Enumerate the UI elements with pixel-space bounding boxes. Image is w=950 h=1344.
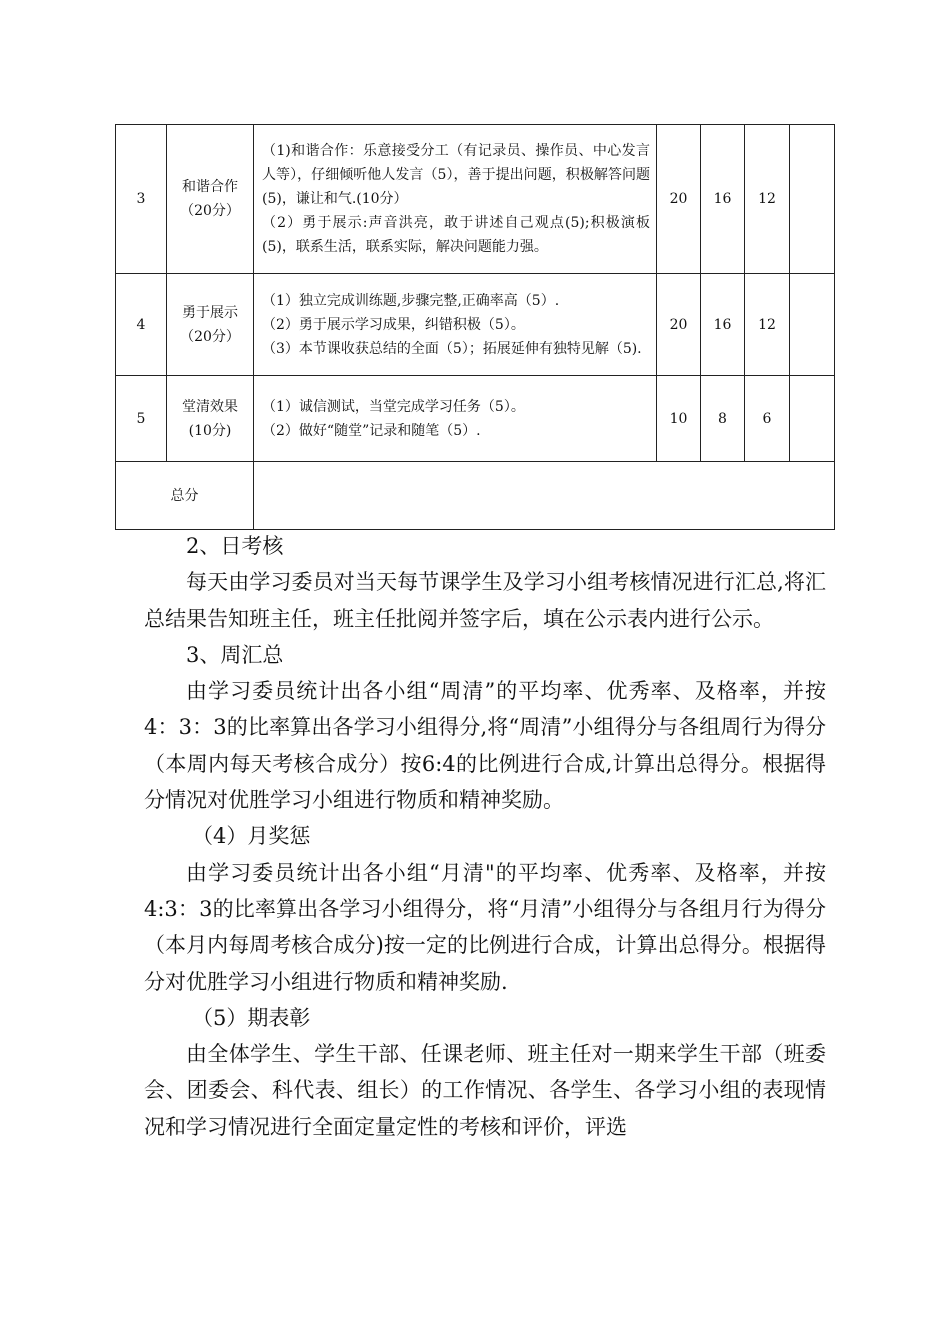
score-good: 16 — [701, 125, 745, 274]
score-excellent: 10 — [657, 376, 701, 462]
item-name: 和谐合作 — [182, 179, 238, 195]
score-excellent: 20 — [657, 125, 701, 274]
criteria-line: （2）勇于展示学习成果，纠错积极（5）。 — [262, 316, 525, 333]
row-number: 4 — [116, 274, 167, 376]
score-pass: 6 — [745, 376, 790, 462]
criteria-line: （1）诚信测试，当堂完成学习任务（5）。 — [262, 398, 525, 415]
score-excellent: 20 — [657, 274, 701, 376]
total-row — [116, 462, 835, 530]
item-points: （20分） — [180, 328, 240, 345]
table-row — [116, 376, 835, 462]
criteria-cell — [254, 376, 657, 462]
total-label: 总分 — [116, 462, 254, 530]
item-points: （20分） — [180, 203, 240, 219]
criteria-line: （1)和谐合作：乐意接受分工（有记录员、操作员、中心发言人等），仔细倾听他人发言（5），善于提出问题，积极解答问题(5)，谦让和气.(10分） — [262, 143, 650, 207]
item-cell — [167, 376, 254, 462]
item-points: (10分) — [188, 422, 232, 439]
score-good: 8 — [701, 376, 745, 462]
row-number: 3 — [116, 125, 167, 274]
criteria-cell — [254, 125, 657, 274]
item-cell — [167, 274, 254, 376]
table-row — [116, 125, 835, 274]
criteria-line: （2）做好“随堂”记录和随笔（5）. — [262, 422, 481, 439]
criteria-line: （2）勇于展示:声音洪亮，敢于讲述自己观点(5);积极演板(5)，联系生活，联系实际，解决问题能力强。 — [262, 215, 650, 255]
score-good: 16 — [701, 274, 745, 376]
section-heading: 2、日考核 — [186, 534, 284, 558]
criteria-line: （1）独立完成训练题,步骤完整,正确率高（5）. — [262, 292, 560, 309]
score-table — [115, 124, 835, 530]
score-actual — [790, 125, 835, 274]
section-heading: （5）期表彰 — [192, 1005, 311, 1030]
row-number: 5 — [116, 376, 167, 462]
item-name: 堂清效果 — [182, 398, 238, 415]
total-value-cell — [254, 462, 835, 530]
score-pass: 12 — [745, 125, 790, 274]
paragraph: 由全体学生、学生干部、任课老师、班主任对一期来学生干部（班委会、团委会、科代表、组长）的工作情况、各学生、各学习小组的表现情况和学习情况进行全面定量定性的考核和评价，评选 — [144, 1042, 826, 1139]
criteria-cell — [254, 274, 657, 376]
section-heading: （4）月奖惩 — [192, 824, 311, 849]
table-row — [116, 274, 835, 376]
item-cell — [167, 125, 254, 274]
body-text — [144, 528, 826, 1145]
criteria-line: （3）本节课收获总结的全面（5）；拓展延伸有独特见解（5). — [262, 340, 642, 357]
paragraph: 每天由学习委员对当天每节课学生及学习小组考核情况进行汇总,将汇总结果告知班主任，班主任批阅并签字后，填在公示表内进行公示。 — [144, 570, 826, 631]
section-heading: 3、周汇总 — [186, 642, 284, 667]
score-actual — [790, 376, 835, 462]
item-name: 勇于展示 — [182, 304, 238, 321]
score-pass: 12 — [745, 274, 790, 376]
paragraph: 由学习委员统计出各小组“周清”的平均率、优秀率、及格率，并按4：3：3的比率算出各学习小组得分,将“周清”小组得分与各组周行为得分（本周内每天考核合成分）按6:4的比例进行合成,计算出总得分。根据得分情况对优胜学习小组进行物质和精神奖励。 — [144, 679, 826, 813]
score-actual — [790, 274, 835, 376]
paragraph: 由学习委员统计出各小组“月清"的平均率、优秀率、及格率，并按4:3：3的比率算出各学习小组得分，将“月清”小组得分与各组月行为得分（本月内每周考核合成分)按一定的比例进行合成，计算出总得分。根据得分对优胜学习小组进行物质和精神奖励. — [144, 860, 826, 994]
